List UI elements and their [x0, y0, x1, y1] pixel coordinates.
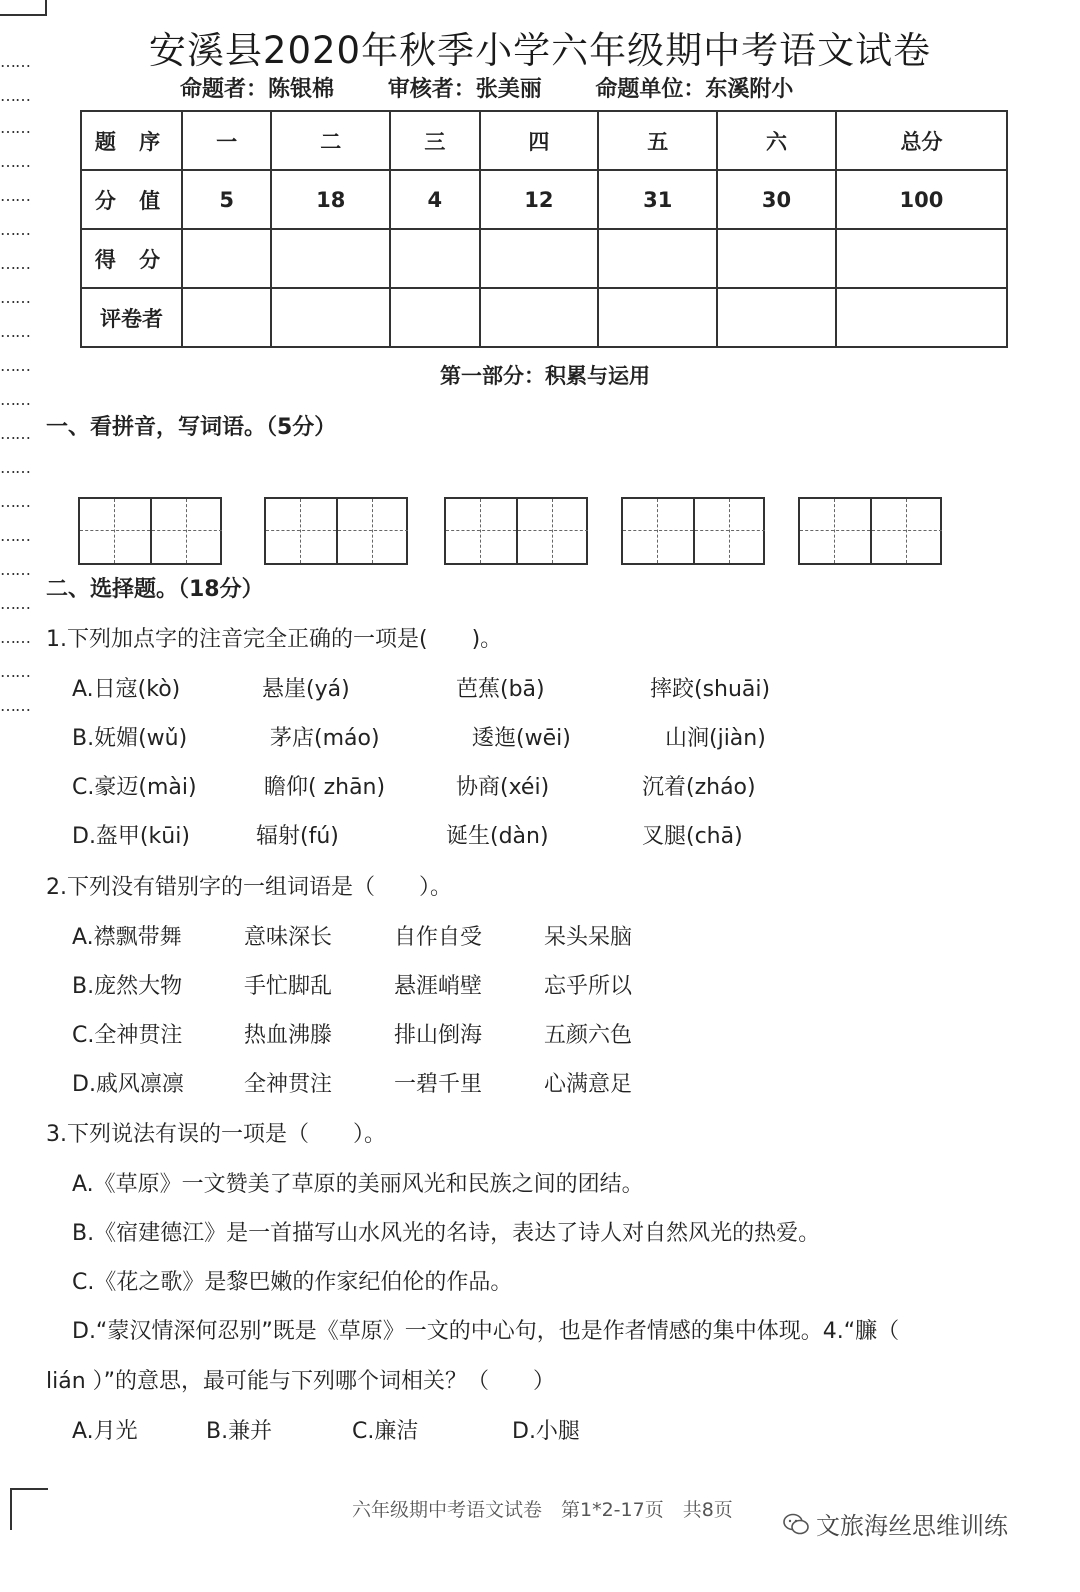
column-header: 三 [390, 111, 479, 170]
score-value: 100 [836, 170, 1007, 229]
margin-dots: …… [0, 492, 30, 511]
option: 诞生(dàn) [446, 824, 549, 849]
margin-dots: …… [0, 628, 30, 647]
margin-dots: …… [0, 390, 30, 409]
score-cell [836, 229, 1007, 288]
option: 全神贯注 [244, 1072, 333, 1097]
option: 手忙脚乱 [244, 974, 333, 999]
watermark-text: 文旅海丝思维训练 [816, 1512, 1008, 1540]
score-cell [271, 229, 390, 288]
option: 排山倒海 [394, 1023, 483, 1048]
score-value: 31 [598, 170, 717, 229]
grader-cell [271, 288, 390, 347]
margin-dots: …… [0, 254, 30, 273]
option: 忘乎所以 [544, 974, 633, 999]
margin-dots: …… [0, 52, 30, 71]
option: 热血沸滕 [244, 1023, 333, 1048]
score-value: 4 [390, 170, 479, 229]
option: 协商(xéi) [456, 775, 550, 800]
column-header: 二 [271, 111, 390, 170]
option: 沉着(zháo) [642, 775, 756, 800]
score-value: 12 [480, 170, 599, 229]
margin-dots: …… [0, 662, 30, 681]
watermark [782, 1506, 1008, 1542]
question-stem: 2.下列没有错别字的一组词语是（ ）。 [46, 875, 452, 900]
writing-box [78, 497, 222, 565]
table-row [81, 229, 1007, 288]
option: A.月光 [72, 1419, 138, 1444]
option: D.小腿 [512, 1419, 580, 1444]
row-label: 得 分 [81, 229, 182, 288]
table-row [81, 111, 1007, 170]
option: 一碧千里 [394, 1072, 483, 1097]
margin-dots: …… [0, 424, 30, 443]
score-cell [480, 229, 599, 288]
margin-dots: …… [0, 152, 30, 171]
margin-dots: …… [0, 118, 30, 137]
option: C.豪迈(mài) [72, 775, 197, 800]
section-heading: 一、看拼音，写词语。（5分） [46, 415, 337, 440]
question-stem: 1.下列加点字的注音完全正确的一项是( )。 [46, 627, 503, 652]
option: 山涧(jiàn) [665, 726, 766, 751]
margin-dots: …… [0, 288, 30, 307]
option: 摔跤(shuāi) [650, 677, 771, 702]
score-value: 18 [271, 170, 390, 229]
option: 五颜六色 [544, 1023, 633, 1048]
option: 叉腿(chā) [642, 824, 743, 849]
grader-cell [598, 288, 717, 347]
reviewer-label: 审核者：张美丽 [387, 77, 542, 102]
option: 辐射(fú) [256, 824, 339, 849]
option: 逶迤(wēi) [472, 726, 571, 751]
setter-label: 命题者：陈银棉 [180, 77, 335, 102]
score-cell [182, 229, 271, 288]
wechat-icon [782, 1512, 810, 1542]
score-cell [390, 229, 479, 288]
margin-dots: …… [0, 322, 30, 341]
column-header: 四 [480, 111, 599, 170]
margin-dots: …… [0, 356, 30, 375]
option: B.《宿建德江》是一首描写山水风光的名诗，表达了诗人对自然风光的热爱。 [72, 1221, 821, 1246]
option: 自作自受 [394, 925, 483, 950]
column-header: 总分 [836, 111, 1007, 170]
margin-dots: …… [0, 458, 30, 477]
grader-cell [182, 288, 271, 347]
option: 瞻仰( zhān) [264, 775, 386, 800]
writing-box [621, 497, 765, 565]
margin-dots: …… [0, 594, 30, 613]
table-row [81, 288, 1007, 347]
grader-cell [717, 288, 836, 347]
row-label: 分 值 [81, 170, 182, 229]
option: 呆头呆脑 [544, 925, 633, 950]
option: 茅店(máo) [270, 726, 380, 751]
grader-cell [836, 288, 1007, 347]
question-stem: 3.下列说法有误的一项是（ ）。 [46, 1122, 386, 1147]
option: C.廉洁 [352, 1419, 419, 1444]
option: 芭蕉(bā) [456, 677, 545, 702]
question-stem: lián ）”的意思，最可能与下列哪个词相关？（ ） [46, 1369, 556, 1394]
margin-dots: …… [0, 526, 30, 545]
option: A.《草原》一文赞美了草原的美丽风光和民族之间的团结。 [72, 1172, 644, 1197]
corner-mark-bottom-left [10, 1488, 48, 1530]
column-header: 五 [598, 111, 717, 170]
score-cell [598, 229, 717, 288]
page-footer: 六年级期中考语文试卷 第1*2-17页 共8页 [352, 1499, 733, 1521]
writing-box [798, 497, 942, 565]
option: 心满意足 [544, 1072, 633, 1097]
section-heading: 二、选择题。（18分） [46, 577, 264, 602]
option: D.戚风凛凛 [72, 1072, 184, 1097]
option: A.日寇(kò) [72, 677, 181, 702]
margin-dots: …… [0, 560, 30, 579]
writing-box [444, 497, 588, 565]
grader-cell [480, 288, 599, 347]
score-value: 5 [182, 170, 271, 229]
option: D.盔甲(kūi) [72, 824, 190, 849]
score-value: 30 [717, 170, 836, 229]
option: C.全神贯注 [72, 1023, 183, 1048]
score-table [80, 110, 1008, 348]
option: A.襟飘带舞 [72, 925, 182, 950]
unit-label: 命题单位：东溪附小 [595, 77, 794, 102]
writing-box [264, 497, 408, 565]
row-label: 题 序 [81, 111, 182, 170]
option: 悬涯峭壁 [394, 974, 483, 999]
option: B.妩媚(wǔ) [72, 726, 188, 751]
row-label: 评卷者 [81, 288, 182, 347]
option: 悬崖(yá) [262, 677, 350, 702]
option: C.《花之歌》是黎巴嫩的作家纪伯伦的作品。 [72, 1270, 513, 1295]
grader-cell [390, 288, 479, 347]
margin-dots: …… [0, 220, 30, 239]
option: 意味深长 [244, 925, 333, 950]
part-heading: 第一部分：积累与运用 [440, 364, 650, 388]
authors-line [180, 72, 900, 103]
column-header: 六 [717, 111, 836, 170]
margin-dots: …… [0, 86, 30, 105]
option: B.兼并 [206, 1419, 273, 1444]
margin-dots: …… [0, 186, 30, 205]
option: B.庞然大物 [72, 974, 183, 999]
exam-title: 安溪县2020年秋季小学六年级期中考语文试卷 [148, 29, 932, 72]
margin-dots: …… [0, 696, 30, 715]
score-cell [717, 229, 836, 288]
option: D.“蒙汉情深何忍别”既是《草原》一文的中心句，也是作者情感的集中体现。4.“臁（ [72, 1319, 900, 1344]
corner-mark-top-left [0, 0, 47, 16]
table-row [81, 170, 1007, 229]
column-header: 一 [182, 111, 271, 170]
